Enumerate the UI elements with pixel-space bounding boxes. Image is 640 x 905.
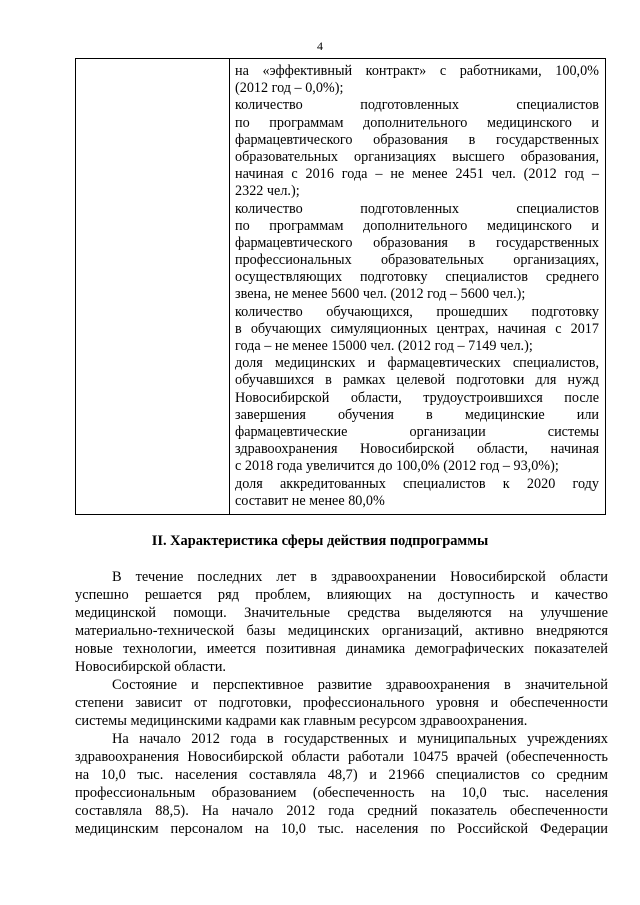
table-line: здравоохранения Новосибирской области, начиная	[235, 441, 599, 458]
paragraph-line: на 10,0 тыс. населения составляла 48,7) и 21966 специалистов со средним	[75, 767, 608, 783]
table-column-divider	[229, 59, 230, 514]
table-cell-indicators	[235, 63, 599, 510]
paragraph-line: профессиональным образованием (обеспеченность на 10,0 тыс. населения	[75, 785, 608, 801]
paragraph-line: На начало 2012 года в государственных и муниципальных учреждениях	[112, 731, 608, 747]
table-line: количество подготовленных специалистов	[235, 200, 599, 217]
table-line: по программам дополнительного медицинского и	[235, 217, 599, 234]
paragraph-line: новые технологии, имеется позитивная динамика демографических показателей	[75, 641, 608, 657]
table-line: обучавшихся в рамках целевой подготовки для нужд	[235, 372, 599, 389]
section-title: II. Характеристика сферы действия подпрограммы	[151, 533, 489, 549]
paragraph-line: В течение последних лет в здравоохранении Новосибирской области	[112, 569, 608, 585]
indicators-table	[75, 58, 606, 515]
table-line: образовательных организациях высшего образования,	[235, 148, 599, 165]
table-line: (2012 год – 0,0%);	[235, 80, 344, 97]
paragraph-line: медицинской помощи. Значительные средства выделяются на улучшение	[75, 605, 608, 621]
table-line: фармацевтического образования в государственных	[235, 131, 599, 148]
paragraph-line: степени зависит от подготовки, профессионального уровня и обеспеченности	[75, 695, 608, 711]
paragraph-line: Состояние и перспективное развитие здравоохранения в значительной	[112, 677, 608, 693]
table-line: количество обучающихся, прошедших подготовку	[235, 303, 599, 320]
table-line: по программам дополнительного медицинского и	[235, 114, 599, 131]
table-line: на «эффективный контракт» с работниками, 100,0%	[235, 63, 599, 79]
table-line: количество подготовленных специалистов	[235, 97, 599, 114]
table-line: доля аккредитованных специалистов к 2020 году	[235, 475, 599, 492]
table-line: 2322 чел.);	[235, 183, 300, 200]
table-line: доля медицинских и фармацевтических специалистов,	[235, 355, 599, 372]
table-line: завершения обучения в медицинские или	[235, 406, 599, 423]
paragraph-line: системы медицинскими кадрами как главным ресурсом здравоохранения.	[75, 713, 528, 729]
body-text	[75, 568, 608, 838]
table-line: года – не менее 15000 чел. (2012 год – 7149 чел.);	[235, 338, 533, 354]
page-number: 4	[317, 39, 323, 53]
table-line: профессиональных образовательных организациях,	[235, 252, 599, 269]
paragraph-line: материально-технической базы медицинских организаций, активно внедряются	[75, 623, 608, 639]
table-line: начиная с 2016 года – не менее 2451 чел. (2012 год –	[235, 166, 599, 183]
table-line: фармацевтического образования в государственных	[235, 234, 599, 251]
table-line: звена, не менее 5600 чел. (2012 год – 5600 чел.);	[235, 286, 526, 303]
table-line: фармацевтические организации системы	[235, 423, 599, 440]
table-line: Новосибирской области, трудоустроившихся после	[235, 389, 599, 406]
table-line: в обучающих симуляционных центрах, начиная с 2017	[235, 320, 599, 337]
paragraph-line: здравоохранения Новосибирской области работали 10475 врачей (обеспеченность	[75, 749, 608, 765]
paragraph-line: Новосибирской области.	[75, 659, 226, 675]
paragraph-line: успешно решается ряд проблем, влияющих на доступность и качество	[75, 587, 608, 603]
paragraph-line: медицинским персоналом на 10,0 тыс. населения по Российской Федерации	[75, 821, 608, 837]
table-line: осуществляющих подготовку специалистов среднего	[235, 269, 599, 286]
table-line: с 2018 года увеличится до 100,0% (2012 год – 93,0%);	[235, 458, 559, 475]
table-line: составит не менее 80,0%	[235, 492, 385, 509]
paragraph-line: составляла 88,5). На начало 2012 года средний показатель обеспеченности	[75, 803, 608, 819]
